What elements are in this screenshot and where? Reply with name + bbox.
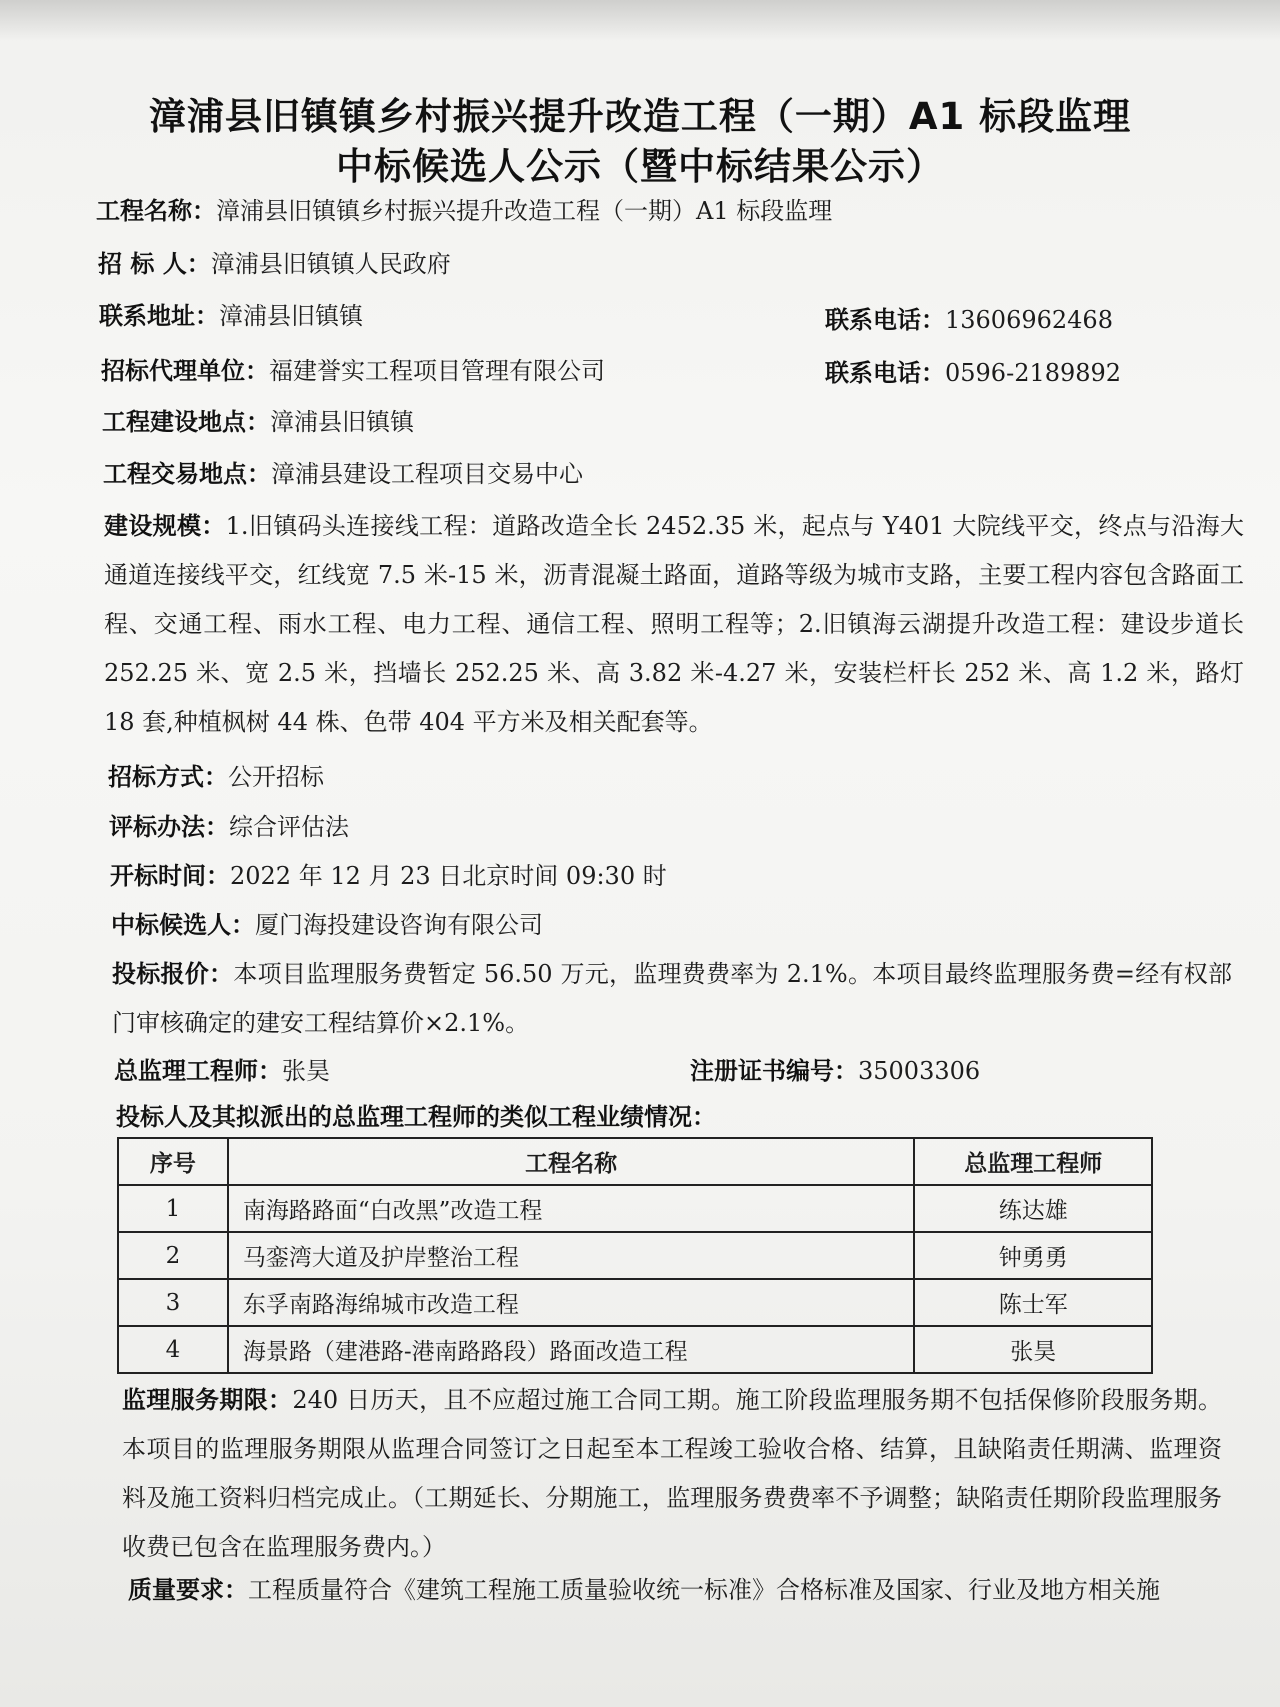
- table-row: [118, 1279, 1152, 1326]
- method-value: 公开招标: [228, 763, 324, 791]
- trade-place-label: 工程交易地点：: [103, 460, 271, 488]
- header-engineer: 总监理工程师: [914, 1138, 1152, 1185]
- tenderer-value: 漳浦县旧镇镇人民政府: [210, 250, 451, 278]
- row-project-name: 南海路路面“白改黑”改造工程: [228, 1185, 915, 1232]
- tenderer-label: 招 标 人：: [98, 250, 211, 278]
- title-line-2: 中标候选人公示（暨中标结果公示）: [336, 145, 944, 188]
- evaluation-value: 综合评估法: [229, 813, 349, 841]
- project-name-row: [96, 194, 832, 228]
- opening-time-label: 开标时间：: [110, 862, 230, 890]
- candidate-row: [111, 908, 543, 942]
- phone1-row: [825, 303, 1113, 337]
- address-row: [99, 299, 363, 333]
- agency-label: 招标代理单位：: [101, 357, 269, 385]
- row-engineer: 钟勇勇: [914, 1232, 1152, 1279]
- opening-time-value: 2022 年 12 月 23 日北京时间 09:30 时: [230, 862, 667, 890]
- bid-price-paragraph: [112, 950, 1232, 1048]
- evaluation-label: 评标办法：: [109, 813, 229, 841]
- phone2-row: [825, 356, 1121, 390]
- chief-engineer-row: [114, 1054, 330, 1088]
- row-no: 4: [118, 1326, 228, 1373]
- quality-label: 质量要求：: [128, 1576, 248, 1604]
- cert-no-value: 35003306: [858, 1057, 981, 1085]
- phone2-label: 联系电话：: [825, 359, 945, 387]
- table-row: [118, 1326, 1152, 1373]
- candidate-label: 中标候选人：: [111, 911, 255, 939]
- site-value: 漳浦县旧镇镇: [270, 408, 414, 436]
- trade-place-value: 漳浦县建设工程项目交易中心: [271, 460, 583, 488]
- phone1-value: 13606962468: [945, 306, 1113, 334]
- chief-engineer-label: 总监理工程师：: [114, 1057, 282, 1085]
- project-name-value: 漳浦县旧镇镇乡村振兴提升改造工程（一期）A1 标段监理: [216, 197, 833, 225]
- row-engineer: 练达雄: [914, 1185, 1152, 1232]
- opening-time-row: [110, 859, 667, 893]
- row-project-name: 马銮湾大道及护岸整治工程: [228, 1232, 915, 1279]
- trade-place-row: [103, 457, 583, 491]
- row-project-name: 东孚南路海绵城市改造工程: [228, 1279, 915, 1326]
- project-name-label: 工程名称：: [96, 197, 216, 225]
- page-shadow: [0, 0, 1280, 40]
- scale-paragraph: [104, 502, 1244, 747]
- service-period-value: 240 日历天，且不应超过施工合同工期。施工阶段监理服务期不包括保修阶段服务期。本项目的监理服务期限从监理合同签订之日起至本工程竣工验收合格、结算，且缺陷责任期满、监理资料及施工资料归档完成止。（工期延长、分期施工，监理服务费费率不予调整；缺陷责任期阶段监理服务收费已包含在监理服务费内。）: [122, 1386, 1223, 1561]
- table-row: [118, 1185, 1152, 1232]
- scale-value: 1.旧镇码头连接线工程：道路改造全长 2452.35 米，起点与 Y401 大院线平交，终点与沿海大通道连接线平交，红线宽 7.5 米-15 米，沥青混凝土路面，道路等级为城市支路，主要工程内容包含路面工程、交通工程、雨水工程、电力工程、通信工程、照明工程等；2.旧镇海云湖提升改造工程：建设步道长 252.25 米、宽 2.5 米，挡墙长 252.25 米、高 3.82 米-4.27 米，安装栏杆长 252 米、高 1.2 米，路灯 18 套,种植枫树 44 株、色带 404 平方米及相关配套等。: [104, 512, 1245, 736]
- address-label: 联系地址：: [99, 302, 219, 330]
- performance-table: [117, 1137, 1153, 1374]
- service-period-paragraph: [122, 1376, 1222, 1572]
- chief-engineer-value: 张昊: [282, 1057, 330, 1085]
- table-header-row: [118, 1138, 1152, 1185]
- method-row: [108, 760, 324, 794]
- quality-row: [128, 1573, 1160, 1607]
- row-no: 2: [118, 1232, 228, 1279]
- address-value: 漳浦县旧镇镇: [219, 302, 363, 330]
- cert-no-row: [690, 1054, 980, 1088]
- phone1-label: 联系电话：: [825, 306, 945, 334]
- row-no: 3: [118, 1279, 228, 1326]
- phone2-value: 0596-2189892: [945, 359, 1122, 387]
- site-row: [102, 405, 414, 439]
- row-engineer: 陈士军: [914, 1279, 1152, 1326]
- header-project: 工程名称: [228, 1138, 915, 1185]
- cert-no-label: 注册证书编号：: [690, 1057, 858, 1085]
- quality-value: 工程质量符合《建筑工程施工质量验收统一标准》合格标准及国家、行业及地方相关施: [248, 1576, 1160, 1604]
- method-label: 招标方式：: [108, 763, 228, 791]
- scale-label: 建设规模：: [104, 512, 226, 540]
- agency-row: [101, 354, 605, 388]
- table-row: [118, 1232, 1152, 1279]
- evaluation-row: [109, 810, 349, 844]
- service-period-label: 监理服务期限：: [122, 1386, 293, 1414]
- title-line-1: 漳浦县旧镇镇乡村振兴提升改造工程（一期）A1 标段监理: [148, 95, 1132, 138]
- candidate-value: 厦门海投建设咨询有限公司: [255, 911, 543, 939]
- site-label: 工程建设地点：: [102, 408, 270, 436]
- tenderer-row: [98, 247, 451, 281]
- agency-value: 福建誉实工程项目管理有限公司: [269, 357, 605, 385]
- row-no: 1: [118, 1185, 228, 1232]
- bid-price-value: 本项目监理服务费暂定 56.50 万元，监理费费率为 2.1%。本项目最终监理服务费=经有权部门审核确定的建安工程结算价×2.1%。: [112, 960, 1232, 1037]
- bid-price-label: 投标报价：: [112, 960, 234, 988]
- header-no: 序号: [118, 1138, 228, 1185]
- performance-title: 投标人及其拟派出的总监理工程师的类似工程业绩情况：: [116, 1103, 716, 1131]
- row-project-name: 海景路（建港路-港南路路段）路面改造工程: [228, 1326, 915, 1373]
- row-engineer: 张昊: [914, 1326, 1152, 1373]
